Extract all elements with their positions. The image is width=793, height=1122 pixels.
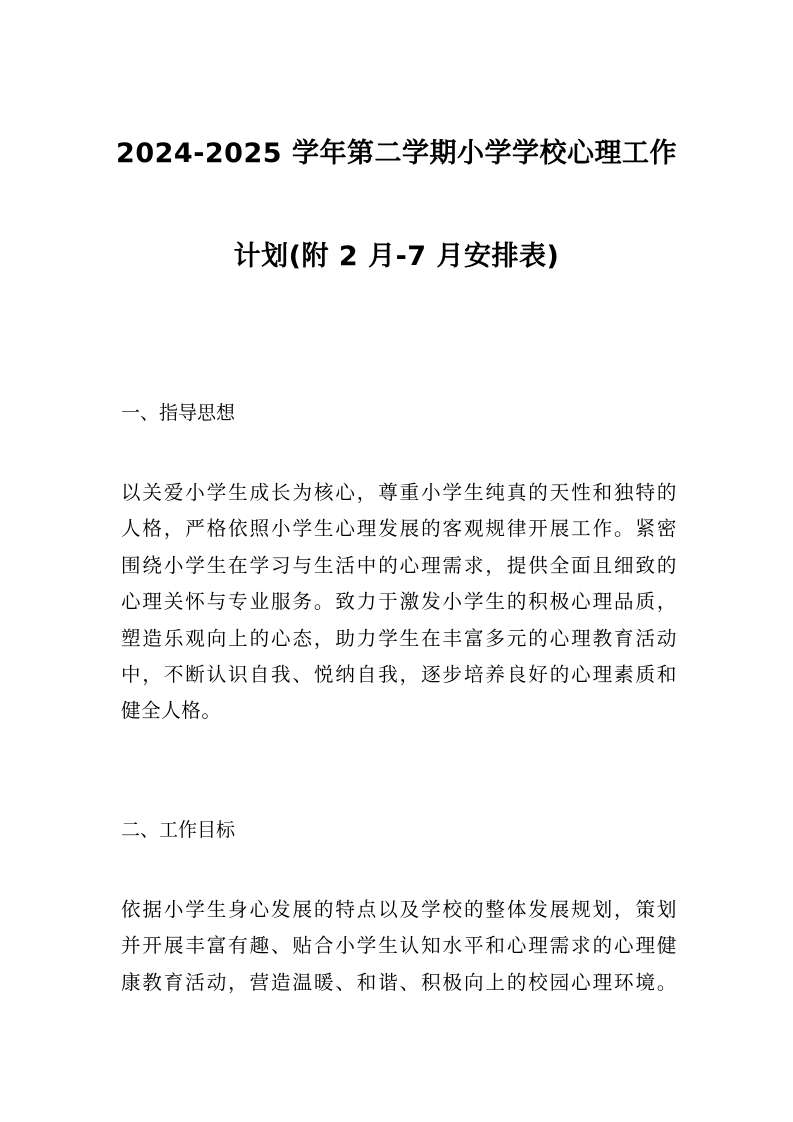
paragraph-line: 塑造乐观向上的心态，助力学生在丰富多元的心理教育活动 [121, 626, 677, 650]
paragraph-line: 心理关怀与专业服务。致力于激发小学生的积极心理品质， [121, 590, 677, 614]
paragraph-line: 并开展丰富有趣、贴合小学生认知水平和心理需求的心理健 [121, 934, 677, 958]
paragraph-line: 中，不断认识自我、悦纳自我，逐步培养良好的心理素质和 [121, 663, 677, 687]
paragraph-guiding-ideology [121, 475, 677, 730]
section-heading-guiding-ideology: 一、指导思想 [121, 402, 236, 424]
paragraph-line: 康教育活动，营造温暖、和谐、积极向上的校园心理环境。 [121, 970, 677, 994]
section-heading-work-goals: 二、工作目标 [121, 819, 236, 841]
paragraph-line: 以关爱小学生成长为核心，尊重小学生纯真的天性和独特的 [121, 481, 677, 504]
document-title-line-1: 2024-2025 学年第二学期小学学校心理工作 [116, 138, 677, 169]
paragraph-line: 健全人格。 [121, 699, 222, 723]
paragraph-line: 围绕小学生在学习与生活中的心理需求，提供全面且细致的 [121, 553, 677, 577]
paragraph-work-goals [121, 892, 677, 1001]
document-title-line-2: 计划(附 2 月-7 月安排表) [233, 241, 560, 272]
paragraph-line: 人格，严格依照小学生心理发展的客观规律开展工作。紧密 [121, 517, 677, 541]
paragraph-line: 依据小学生身心发展的特点以及学校的整体发展规划，策划 [121, 898, 677, 921]
